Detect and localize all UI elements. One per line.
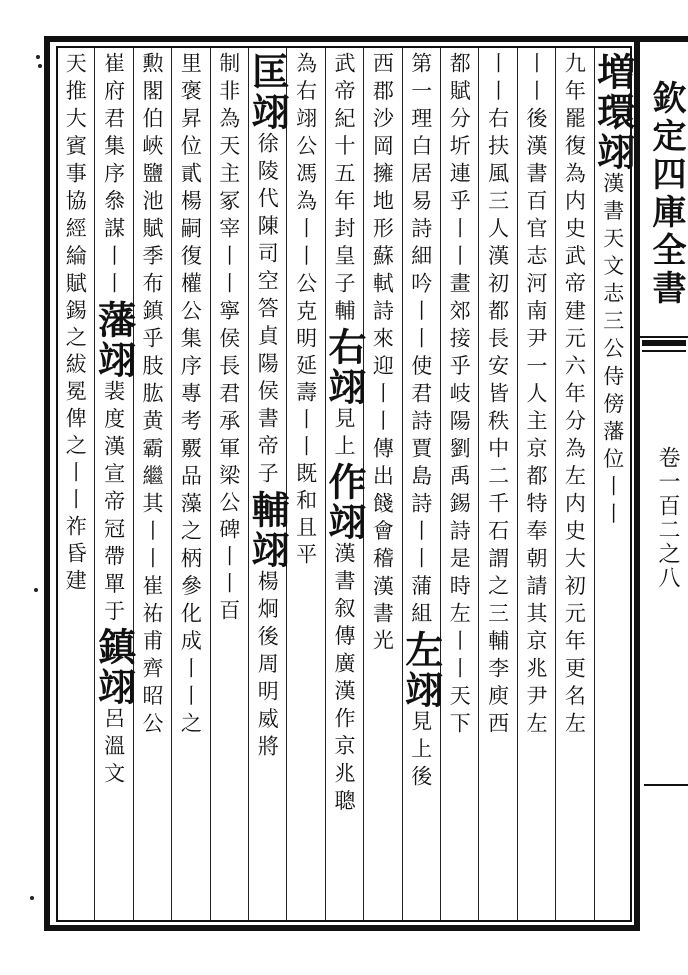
headword: 作翊	[322, 462, 367, 542]
scan-speck	[38, 64, 42, 68]
headword: 右翊	[322, 327, 367, 407]
body-text: 天推大賓事協經綸	[63, 52, 88, 272]
body-text: 武帝紀十五年封皇子輔	[332, 52, 356, 327]
body-text: 徐陵代陳司空答貞陽侯書帝子	[255, 132, 280, 490]
text-column	[50, 52, 100, 922]
scan-speck	[30, 896, 34, 900]
body-text: 第一理白居易詩細吟丨丨使君詩賈島詩丨丨蒲組	[408, 52, 433, 630]
margin-mid-rule	[640, 336, 688, 338]
margin-lower-rule	[644, 784, 688, 786]
body-text: 漢書天文志三公	[600, 172, 625, 365]
body-text: 九年罷復為内史武帝建元六年分為左内史大初元年更名左	[562, 52, 587, 740]
body-text: 崔府君集序叅謀丨丨	[101, 52, 126, 300]
body-text: 侍傍藩位丨丨	[600, 364, 625, 530]
body-text: 制非為天主冢宰丨丨寧侯長君承	[216, 52, 241, 437]
scan-speck	[36, 55, 40, 59]
margin-top-rule	[640, 36, 688, 42]
body-text: 呂溫文	[101, 707, 126, 790]
headword: 藩翊	[91, 299, 137, 380]
body-text: 丨丨後漢書百官志河南尹一人主京都特奉朝請其京兆尹左	[524, 52, 548, 740]
headword: 増環翊	[590, 52, 636, 172]
citation-text: 軍梁公碑丨丨百	[216, 437, 241, 626]
headword: 輔翊	[245, 489, 291, 570]
margin-book-title: 欽定四庫全書	[646, 80, 686, 308]
headword: 左翊	[398, 629, 444, 710]
body-text: 楊炯後周明威將	[255, 569, 280, 762]
body-text: 西郡沙岡擁地形蘇軾詩來迎丨丨傳出餞會稽	[370, 52, 395, 575]
margin-band	[640, 36, 688, 931]
headword: 鎮翊	[91, 627, 137, 707]
citation-text: 克明延壽丨丨既和且平	[293, 299, 318, 570]
body-text: 都賦分圻連乎丨丨畫郊接乎岐陽劉禹錫詩是時左丨丨天下	[447, 52, 472, 740]
body-text: 勲閣伯峽鹽池賦季布鎮乎肢肱黄霸繼其丨丨崔祐甫齊昭公	[140, 52, 164, 740]
body-text: 漢書叙傳廣漢作京兆聰	[332, 542, 356, 817]
body-text: 見上後	[408, 709, 433, 792]
scan-speck	[34, 588, 38, 592]
fish-tail-mark	[642, 340, 686, 352]
body-text: 里褒昇位貳楊嗣復權公集序專考覈品藻之柄參化成丨丨之	[178, 52, 203, 740]
body-text: 丨丨右扶風三人漢初都長安皆秩中二千石謂之三輔李庾西	[485, 52, 510, 740]
body-text: 見上	[332, 407, 356, 462]
headword: 匡翊	[245, 52, 291, 132]
body-text: 裴度漢宣帝冠帶單于	[101, 379, 126, 627]
citation-text: 祚昏建	[63, 515, 88, 596]
citation-text: 漢書光	[370, 574, 395, 656]
margin-volume-label: 卷一百二之八	[655, 446, 680, 590]
body-text: 為右翊公馮為丨丨公	[293, 52, 318, 300]
citation-text: 賦錫之紱冕俾之丨丨	[63, 272, 88, 515]
